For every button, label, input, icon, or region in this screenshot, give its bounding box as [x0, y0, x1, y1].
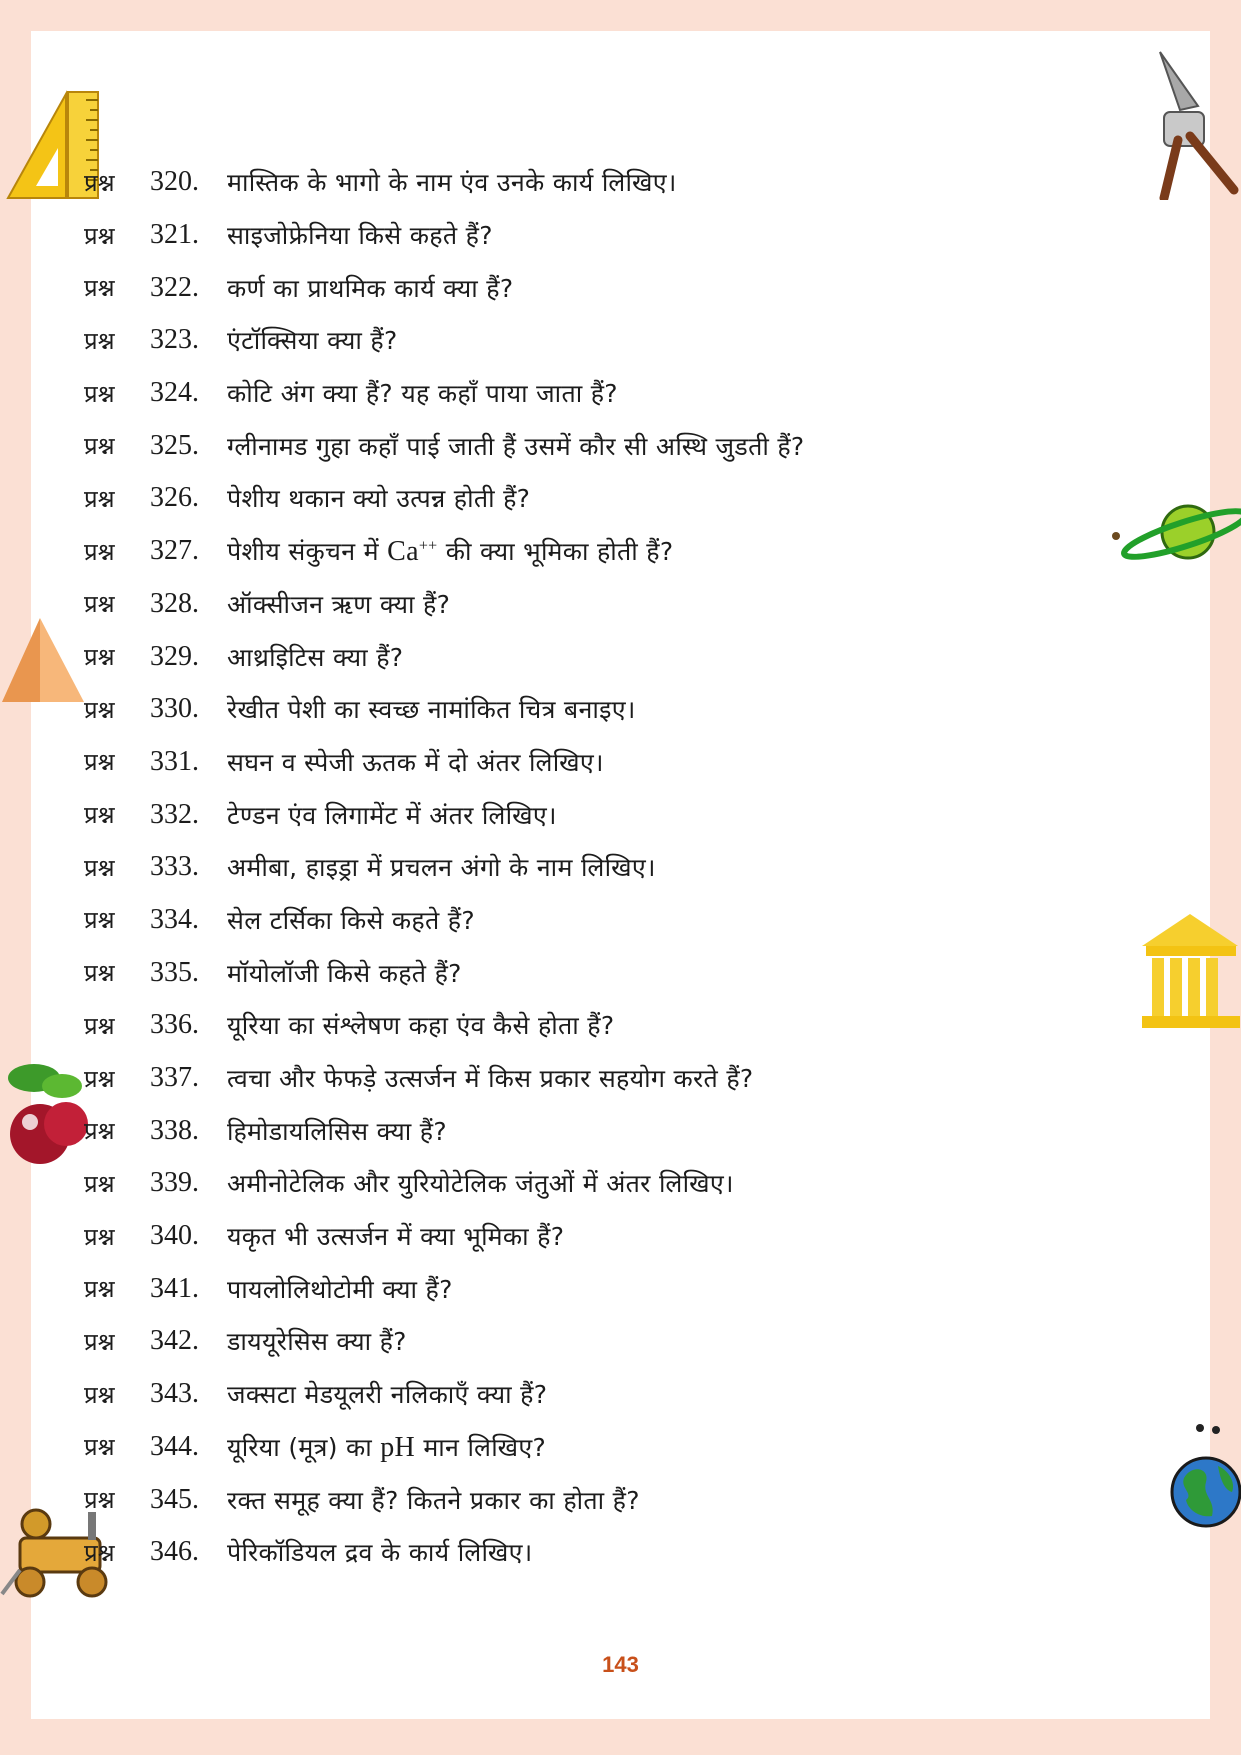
question-text: आथ्रइिटिस क्या हैं? [227, 642, 404, 672]
chemical-symbol: pH [380, 1431, 416, 1463]
question-item [84, 1052, 805, 1105]
question-item [84, 156, 805, 209]
question-text: रक्त समूह क्या हैं? कितने प्रकार का होता हैं? [227, 1485, 640, 1515]
question-label: प्रश्न [84, 801, 115, 830]
question-label: प्रश्न [84, 590, 115, 619]
question-number: 330. [150, 693, 199, 725]
question-number: 342. [150, 1325, 199, 1357]
question-number: 326. [150, 482, 199, 514]
ion-charge: ++ [418, 537, 438, 555]
greek-temple-icon [1140, 912, 1241, 1030]
question-number: 332. [150, 798, 199, 830]
question-text: पेशीय थकान क्यो उत्पन्न होती हैं? [227, 484, 531, 514]
question-text: अमीबा, हाइड्रा में प्रचलन अंगो के नाम लिखिए। [227, 853, 656, 883]
question-number: 345. [150, 1483, 199, 1515]
question-label: प्रश्न [84, 274, 115, 303]
question-number: 333. [150, 851, 199, 883]
question-text: टेण्डन एंव लिगामेंट में अंतर लिखिए। [227, 800, 557, 830]
question-text [227, 534, 673, 568]
question-label: प्रश्न [84, 1380, 115, 1409]
question-number: 320. [150, 166, 199, 198]
question-label: प्रश्न [84, 1222, 115, 1251]
saturn-planet-icon [1110, 500, 1241, 570]
pliers-tool-icon [1150, 50, 1240, 200]
page-number: 143 [602, 1652, 639, 1677]
question-number: 335. [150, 956, 199, 988]
question-text: डाययूरेसिस क्या हैं? [227, 1327, 407, 1357]
question-number: 321. [150, 219, 199, 251]
question-item [84, 946, 805, 999]
question-label: प्रश्न [84, 484, 115, 513]
question-number: 323. [150, 324, 199, 356]
question-number: 327. [150, 535, 199, 567]
question-number: 336. [150, 1009, 199, 1041]
question-item [84, 1157, 805, 1210]
question-number: 343. [150, 1378, 199, 1410]
question-item [84, 999, 805, 1052]
question-number: 338. [150, 1114, 199, 1146]
question-item [84, 209, 805, 262]
question-number: 328. [150, 587, 199, 619]
question-label: प्रश्न [84, 695, 115, 724]
question-text [227, 1430, 546, 1464]
question-item [84, 1315, 805, 1368]
question-label: प्रश्न [84, 1064, 115, 1093]
question-number: 334. [150, 903, 199, 935]
question-text: यकृत भी उत्सर्जन में क्या भूमिका हैं? [227, 1222, 565, 1252]
question-text: अमीनोटेलिक और युरियोटेलिक जंतुओं में अंतर लिखिए। [227, 1169, 734, 1199]
question-item [84, 367, 805, 420]
question-text: जक्सटा मेडयूलरी नलिकाएँ क्या हैं? [227, 1380, 548, 1410]
question-text: पायलोलिथोटोमी क्या हैं? [227, 1274, 453, 1304]
question-item [84, 525, 805, 578]
question-item [84, 1104, 805, 1157]
question-label: प्रश्न [84, 643, 115, 672]
question-number: 339. [150, 1167, 199, 1199]
question-text-part: पेशीय संकुचन में [227, 537, 388, 567]
question-text: यूरिया का संश्लेषण कहा एंव कैसे होता हैं? [227, 1011, 615, 1041]
question-text: रेखीत पेशी का स्वच्छ नामांकित चित्र बनाइए। [227, 695, 636, 725]
question-text: ऑक्सीजन ऋण क्या हैं? [227, 589, 451, 619]
question-label: प्रश्न [84, 221, 115, 250]
question-label: प्रश्न [84, 326, 115, 355]
question-label: प्रश्न [84, 1011, 115, 1040]
question-item [84, 1368, 805, 1421]
cherries-icon [4, 1060, 90, 1166]
question-text: मॉयोलॉजी किसे कहते हैं? [227, 958, 462, 988]
question-number: 340. [150, 1220, 199, 1252]
question-label: प्रश्न [84, 1169, 115, 1198]
question-text: सेल टर्सिका किसे कहते हैं? [227, 905, 475, 935]
question-text: एंटॉक्सिया क्या हैं? [227, 326, 398, 356]
question-item [84, 894, 805, 947]
question-number: 325. [150, 429, 199, 461]
question-text-part: मान लिखिए? [415, 1432, 547, 1462]
question-item [84, 419, 805, 472]
question-text-part: यूरिया (मूत्र) का [227, 1432, 381, 1462]
question-item [84, 841, 805, 894]
question-number: 322. [150, 271, 199, 303]
question-label: प्रश्न [84, 432, 115, 461]
question-text: हिमोडायलिसिस क्या हैं? [227, 1116, 447, 1146]
question-number: 324. [150, 377, 199, 409]
question-number: 337. [150, 1062, 199, 1094]
question-text: साइजोफ्रेनिया किसे कहते हैं? [227, 221, 493, 251]
question-text: सघन व स्पेजी ऊतक में दो अंतर लिखिए। [227, 747, 604, 777]
question-number: 346. [150, 1536, 199, 1568]
question-label: प्रश्न [84, 1433, 115, 1462]
question-item [84, 630, 805, 683]
question-label: प्रश्न [84, 1327, 115, 1356]
question-item [84, 578, 805, 631]
question-label: प्रश्न [84, 853, 115, 882]
question-text: कोटि अंग क्या हैं? यह कहाँ पाया जाता हैं? [227, 379, 618, 409]
question-number: 331. [150, 745, 199, 777]
question-item [84, 1421, 805, 1474]
question-item [84, 683, 805, 736]
question-label: प्रश्न [84, 1275, 115, 1304]
question-text: पेरिकॉडियल द्रव के कार्य लिखिए। [227, 1538, 533, 1568]
question-label: प्रश्न [84, 748, 115, 777]
question-label: प्रश्न [84, 906, 115, 935]
question-number: 329. [150, 640, 199, 672]
question-text: मास्तिक के भागो के नाम एंव उनके कार्य लिखिए। [227, 168, 677, 198]
question-number: 341. [150, 1272, 199, 1304]
question-item [84, 314, 805, 367]
question-item [84, 1210, 805, 1263]
question-text: त्वचा और फेफड़े उत्सर्जन में किस प्रकार सहयोग करते हैं? [227, 1064, 754, 1094]
question-list [84, 156, 805, 1579]
question-item [84, 261, 805, 314]
question-item [84, 788, 805, 841]
pyramid-icon [0, 616, 90, 706]
earth-globe-icon [1166, 1420, 1241, 1530]
question-label: प्रश्न [84, 537, 115, 566]
question-item [84, 1526, 805, 1579]
question-item [84, 1262, 805, 1315]
question-label: प्रश्न [84, 379, 115, 408]
question-label: प्रश्न [84, 1486, 115, 1515]
question-number: 344. [150, 1430, 199, 1462]
chemical-symbol: Ca [387, 536, 419, 568]
question-item [84, 736, 805, 789]
question-text: कर्ण का प्राथमिक कार्य क्या हैं? [227, 273, 514, 303]
question-label: प्रश्न [84, 959, 115, 988]
question-item [84, 472, 805, 525]
question-label: प्रश्न [84, 1538, 115, 1567]
question-item [84, 1473, 805, 1526]
question-text: ग्लीनामड गुहा कहाँ पाई जाती हैं उसमें कौर सी अस्थि जुडती हैं? [227, 431, 805, 461]
question-label: प्रश्न [84, 168, 115, 197]
question-label: प्रश्न [84, 1117, 115, 1146]
question-text-part: की क्या भूमिका होती हैं? [437, 537, 674, 567]
